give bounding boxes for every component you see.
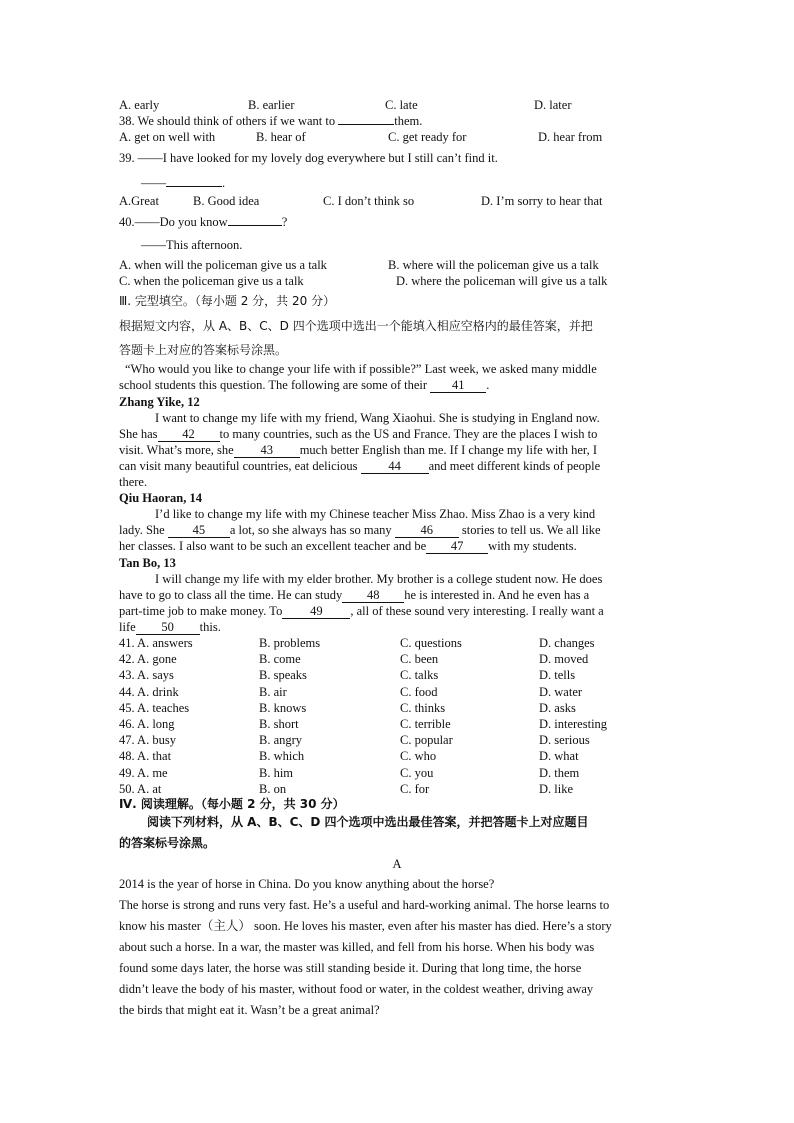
- p2-line-3: [119, 539, 577, 554]
- cloze-option-42-a: 42. A. gone: [119, 652, 177, 667]
- p1-l4-text-a: can visit many beautiful countries, eat delicious: [119, 459, 361, 473]
- q38-stem-text: 38. We should think of others if we want to: [119, 114, 339, 128]
- intro-end: .: [486, 378, 490, 392]
- p2-line-1: I’d like to change my life with my Chinese teacher Miss Zhao. Miss Zhao is a very kind: [155, 507, 596, 521]
- blank-46: 46: [395, 524, 459, 538]
- cloze-option-45-c: C. thinks: [400, 700, 446, 715]
- q40-reply: ——This afternoon.: [141, 238, 243, 252]
- p3-line-4: [119, 620, 221, 635]
- reading-a-line-7: the birds that might eat it. Wasn’t be a great animal?: [119, 1003, 380, 1017]
- q39-reply-dash: ——: [141, 176, 166, 190]
- cloze-option-47-d: D. serious: [539, 733, 590, 748]
- cloze-option-42-d: D. moved: [539, 652, 589, 667]
- reading-a-line-5: found some days later, the horse was still standing beside it. During that long time, the horse: [119, 961, 582, 975]
- p3-l2-text-b: he is interested in. And he even has a: [404, 588, 590, 602]
- cloze-option-50-c: C. for: [400, 781, 430, 796]
- q40-option-b: B. where will the policeman give us a talk: [388, 258, 599, 272]
- cloze-option-41-c: C. questions: [400, 636, 462, 650]
- q38-stem: [119, 114, 422, 129]
- q37-option-c: C. late: [385, 98, 418, 112]
- q39-option-d: D. I’m sorry to hear that: [481, 194, 603, 208]
- blank-45: 45: [168, 524, 230, 538]
- p3-line-3: [119, 604, 604, 619]
- cloze-option-46-c: C. terrible: [400, 717, 451, 731]
- passage-name-zhang: Zhang Yike, 12: [119, 395, 200, 409]
- p2-l3-text-a: her classes. I also want to be such an excellent teacher and be: [119, 539, 427, 553]
- cloze-option-43-b: B. speaks: [259, 668, 307, 683]
- reading-a-line-1: 2014 is the year of horse in China. Do you know anything about the horse?: [119, 877, 495, 891]
- cloze-option-44-d: D. water: [539, 684, 583, 699]
- q39-option-a: A.Great: [119, 194, 159, 208]
- q37-option-d: D. later: [534, 98, 572, 112]
- q39-option-b: B. Good idea: [193, 194, 260, 208]
- p2-l2-text-b: a lot, so she always has so many: [229, 523, 395, 537]
- q40-stem-end: ?: [281, 215, 288, 229]
- q38-option-d: D. hear from: [538, 130, 603, 144]
- cloze-option-45-d: D. asks: [539, 700, 576, 715]
- cloze-option-49-a: 49. A. me: [119, 765, 168, 780]
- cloze-option-44-b: B. air: [259, 684, 287, 699]
- q38-blank: [338, 124, 394, 125]
- passage-intro-2: [119, 378, 489, 393]
- blank-42: 42: [158, 428, 220, 442]
- cloze-option-43-d: D. tells: [539, 668, 576, 683]
- cloze-option-49-d: D. them: [539, 765, 580, 780]
- p3-l3-text-a: part-time job to make money. To: [119, 604, 283, 618]
- q40-option-a: A. when will the policeman give us a talk: [119, 258, 327, 272]
- p1-line-3: [119, 443, 597, 458]
- cloze-option-50-b: B. on: [259, 781, 287, 796]
- cloze-option-44-c: C. food: [400, 684, 438, 699]
- p2-l2-text-c: stories to tell us. We all like: [458, 523, 601, 537]
- section3-instruction-2: 答题卡上对应的答案标号涂黑。: [119, 343, 288, 357]
- blank-49: 49: [282, 605, 350, 619]
- p3-l4-text-a: life: [119, 620, 136, 634]
- p1-l2-text-a: She has: [119, 427, 158, 441]
- cloze-option-46-a: 46. A. long: [119, 717, 175, 731]
- p1-line-1: I want to change my life with my friend, Wang Xiaohui. She is studying in England now.: [155, 411, 600, 425]
- q38-stem-end: them.: [394, 114, 423, 128]
- passage-intro-1: “Who would you like to change your life with if possible?” Last week, we asked many middle: [125, 362, 597, 376]
- cloze-option-43-c: C. talks: [400, 668, 439, 683]
- blank-44: 44: [361, 460, 429, 474]
- cloze-option-45-a: 45. A. teaches: [119, 700, 190, 715]
- section3-instruction-1: 根据短文内容，从 A、B、C、D 四个选项中选出一个能填入相应空格内的最佳答案，并把: [119, 319, 593, 333]
- q38-option-b: B. hear of: [256, 130, 306, 144]
- section4-instruction-2: 的答案标号涂黑。: [119, 836, 216, 850]
- cloze-option-46-b: B. short: [259, 717, 299, 731]
- p1-l4-text-b: and meet different kinds of people: [428, 459, 601, 473]
- blank-48: 48: [342, 589, 404, 603]
- section4-heading: Ⅳ. 阅读理解。（每小题 2 分，共 30 分）: [119, 797, 345, 811]
- blank-41: 41: [430, 379, 486, 393]
- p2-l3-text-b: with my students.: [488, 539, 577, 553]
- p3-l2-text-a: have to go to class all the time. He can study: [119, 588, 343, 602]
- cloze-option-43-a: 43. A. says: [119, 668, 174, 683]
- cloze-option-42-b: B. come: [259, 652, 301, 667]
- section3-heading: Ⅲ. 完型填空。（每小题 2 分，共 20 分）: [119, 294, 336, 308]
- blank-43: 43: [234, 444, 300, 458]
- q39-option-c: C. I don’t think so: [323, 194, 415, 208]
- cloze-option-46-d: D. interesting: [539, 717, 608, 731]
- cloze-option-47-c: C. popular: [400, 733, 453, 748]
- cloze-option-48-b: B. which: [259, 749, 305, 764]
- q37-option-a: A. early: [119, 98, 160, 112]
- q40-option-c: C. when the policeman give us a talk: [119, 274, 304, 288]
- p1-l2-text-b: to many countries, such as the US and France. They are the places I wish to: [219, 427, 598, 441]
- cloze-option-49-b: B. him: [259, 765, 294, 780]
- p1-line-5: there.: [119, 475, 148, 489]
- cloze-option-48-d: D. what: [539, 749, 579, 764]
- q40-option-d: D. where the policeman will give us a talk: [396, 274, 608, 288]
- q39-reply: [141, 176, 225, 191]
- q38-option-c: C. get ready for: [388, 130, 467, 144]
- cloze-option-49-c: C. you: [400, 765, 434, 780]
- blank-50: 50: [136, 621, 200, 635]
- cloze-option-42-c: C. been: [400, 652, 439, 667]
- cloze-option-44-a: 44. A. drink: [119, 684, 179, 699]
- p3-line-2: [119, 588, 589, 603]
- reading-a-line-2: The horse is strong and runs very fast. He’s a useful and hard-working animal. The horse learns to: [119, 898, 610, 912]
- p2-l2-text-a: lady. She: [119, 523, 168, 537]
- q37-option-b: B. earlier: [248, 98, 295, 112]
- q38-option-a: A. get on well with: [119, 130, 216, 144]
- reading-a-line-6: didn’t leave the body of his master, without food or water, in the coldest weather, driving away: [119, 982, 594, 996]
- cloze-option-45-b: B. knows: [259, 700, 307, 715]
- q39-reply-end: .: [222, 176, 226, 190]
- passage-name-qiu: Qiu Haoran, 14: [119, 491, 202, 505]
- p1-l3-text-a: visit. What’s more, she: [119, 443, 234, 457]
- q40-blank: [228, 225, 282, 226]
- p1-line-2: [119, 427, 597, 442]
- intro-text: school students this question. The following are some of their: [119, 378, 431, 392]
- q40-stem-text: 40.——Do you know: [119, 215, 228, 229]
- reading-a-line-4: about such a horse. In a war, the master was killed, and fell from his horse. When his body was: [119, 940, 595, 954]
- cloze-option-47-b: B. angry: [259, 733, 303, 748]
- p1-l3-text-b: much better English than me. If I change my life with her, I: [299, 443, 598, 457]
- cloze-option-48-a: 48. A. that: [119, 749, 172, 764]
- p1-line-4: [119, 459, 600, 474]
- cloze-option-50-d: D. like: [539, 781, 574, 796]
- cloze-option-48-c: C. who: [400, 749, 437, 764]
- reading-a-letter: A: [392, 857, 402, 871]
- q39-stem: 39. ——I have looked for my lovely dog everywhere but I still can’t find it.: [119, 151, 498, 165]
- q40-stem: [119, 215, 287, 230]
- q39-blank: [166, 186, 222, 187]
- p3-l3-text-b: , all of these sound very interesting. I really want a: [350, 604, 604, 618]
- blank-47: 47: [426, 540, 488, 554]
- section4-instruction-1: 阅读下列材料，从 A、B、C、D 四个选项中选出最佳答案，并把答题卡上对应题目: [147, 815, 589, 829]
- p3-l4-text-b: this.: [199, 620, 221, 634]
- cloze-option-41-a: 41. A. answers: [119, 636, 193, 650]
- p2-line-2: [119, 523, 601, 538]
- cloze-option-41-b: B. problems: [259, 636, 321, 650]
- cloze-option-47-a: 47. A. busy: [119, 733, 176, 748]
- p3-line-1: I will change my life with my elder brother. My brother is a college student now. He does: [155, 572, 603, 586]
- reading-a-line-3: know his master（主人） soon. He loves his master, even after his master has died. Here’s a story: [119, 919, 612, 933]
- cloze-option-50-a: 50. A. at: [119, 781, 162, 796]
- passage-name-tan: Tan Bo, 13: [119, 556, 176, 570]
- cloze-option-41-d: D. changes: [539, 636, 595, 650]
